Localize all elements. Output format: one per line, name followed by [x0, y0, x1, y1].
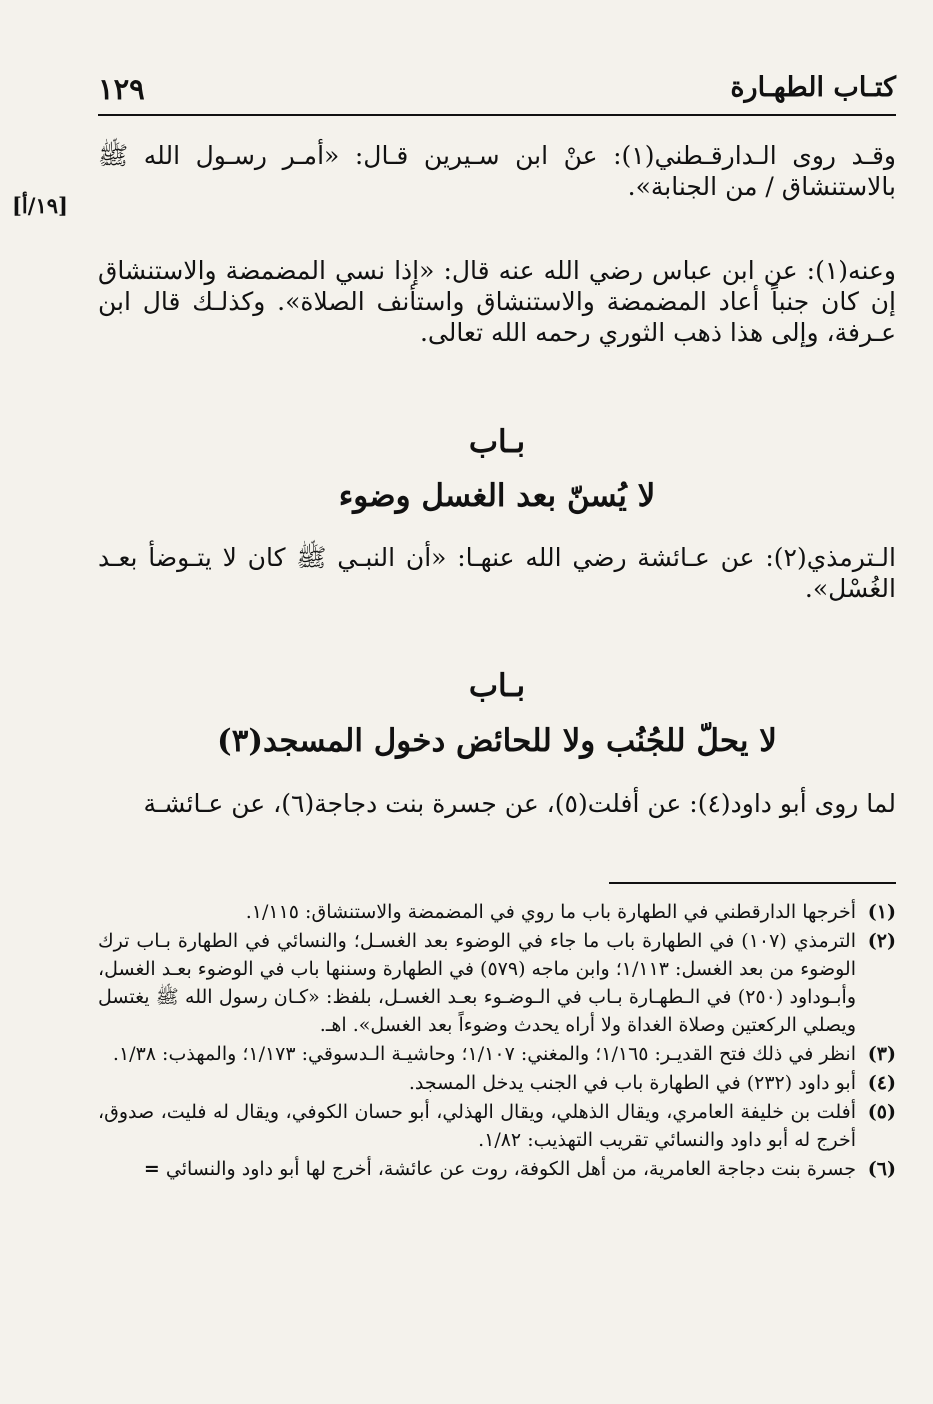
body-paragraph — [98, 542, 896, 604]
footnote — [98, 927, 896, 1039]
footnote-text-body: جسرة بنت دجاجة العامرية، من أهل الكوفة، روت عن عائشة، أخرج لها أبو داود والنسائي — [165, 1158, 856, 1180]
footnote-number: (٣) — [867, 1043, 896, 1065]
footnote-number: (١) — [867, 901, 896, 923]
footnote-number: (٥) — [867, 1101, 896, 1123]
footnote — [98, 898, 896, 926]
paragraph-text: الـترمذي(٢): عن عـائشة رضي الله عنهـا: «أن النبـي ﷺ كان لا يتـوضأ بعـد الغُسْل». — [98, 543, 896, 603]
header-divider — [98, 114, 896, 116]
running-head: كتـاب الطهـارة — [730, 72, 896, 103]
continuation-marker: = — [143, 1158, 160, 1180]
footnotes-section — [98, 898, 896, 1184]
section-title: لا يحلّ للجُنُب ولا للحائض دخول المسجد(٣) — [217, 723, 777, 759]
footnote-text: أفلت بن خليفة العامري، ويقال الذهلي، ويقال الهذلي، أبو حسان الكوفي، ويقال له فليت، صدوق، أخرج له أبو داود والنسائي تقريب التهذيب: ١/٨٢. — [98, 1101, 856, 1151]
body-paragraph — [98, 140, 896, 202]
body-paragraph — [98, 255, 896, 348]
footnote — [98, 1069, 896, 1097]
section-heading: بـاب — [468, 424, 526, 460]
footnote-text: أبو داود (٢٣٢) في الطهارة باب في الجنب يدخل المسجد. — [408, 1072, 856, 1094]
page-number: ١٢٩ — [98, 72, 145, 106]
paragraph-text: وعنه(١): عن ابن عباس رضي الله عنه قال: «إذا نسي المضمضة والاستنشاق إن كان جنباً أعاد المضمضة والاستنشاق واستأنف الصلاة». وكذلـك قال ابن عـرفة، وإلى هذا ذهب الثوري رحمه الله تعالى. — [98, 256, 896, 347]
section-title: لا يُسنّ بعد الغسل وضوء — [338, 478, 656, 514]
footnote-number: (٢) — [867, 930, 896, 952]
manuscript-folio-marker: [١٩/أ] — [12, 193, 68, 218]
footnote — [98, 1155, 896, 1183]
footnote — [98, 1098, 896, 1154]
footnote-text: الترمذي (١٠٧) في الطهارة باب ما جاء في الوضوء بعد الغسـل؛ والنسائي في الطهارة بـاب ترك الوضوء من بعد الغسل: ١/١١٣؛ وابن ماجه (٥٧٩) في الطهارة وسننها باب في الوضوء بعـد الغسل، وأبـوداود (٢٥٠) في الـطهـارة بـاب في الـوضـوء بعـد الغسـل، بلفظ: «كـان رسول الله ﷺ يغتسل ويصلي الركعتين وصلاة الغداة ولا أراه يحدث وضوءاً بعد الغسل». اهـ. — [98, 930, 857, 1036]
footnote-text: أخرجها الدارقطني في الطهارة باب ما روي في المضمضة والاستنشاق: ١/١١٥. — [245, 901, 856, 923]
footnote-divider — [609, 882, 896, 884]
paragraph-text: وقـد روى الـدارقـطني(١): عنْ ابن سـيرين قـال: «أمـر رسـول الله ﷺ بالاستنشاق / من الجنابة». — [98, 141, 896, 201]
page-header — [98, 68, 896, 116]
paragraph-text: لما روى أبو داود(٤): عن أفلت(٥)، عن جسرة بنت دجاجة(٦)، عن عـائشـة — [143, 789, 896, 818]
section-heading: بـاب — [468, 668, 526, 704]
footnote-text — [98, 1155, 856, 1183]
footnote — [98, 1040, 896, 1068]
footnote-text: انظر في ذلك فتح القديـر: ١/١٦٥؛ والمغني: ١/١٠٧؛ وحاشيـة الـدسوقي: ١/١٧٣؛ والمهذب: ١/٣٨. — [112, 1043, 856, 1065]
footnote-number: (٦) — [867, 1158, 896, 1180]
body-paragraph — [98, 788, 896, 819]
footnote-number: (٤) — [867, 1072, 896, 1094]
